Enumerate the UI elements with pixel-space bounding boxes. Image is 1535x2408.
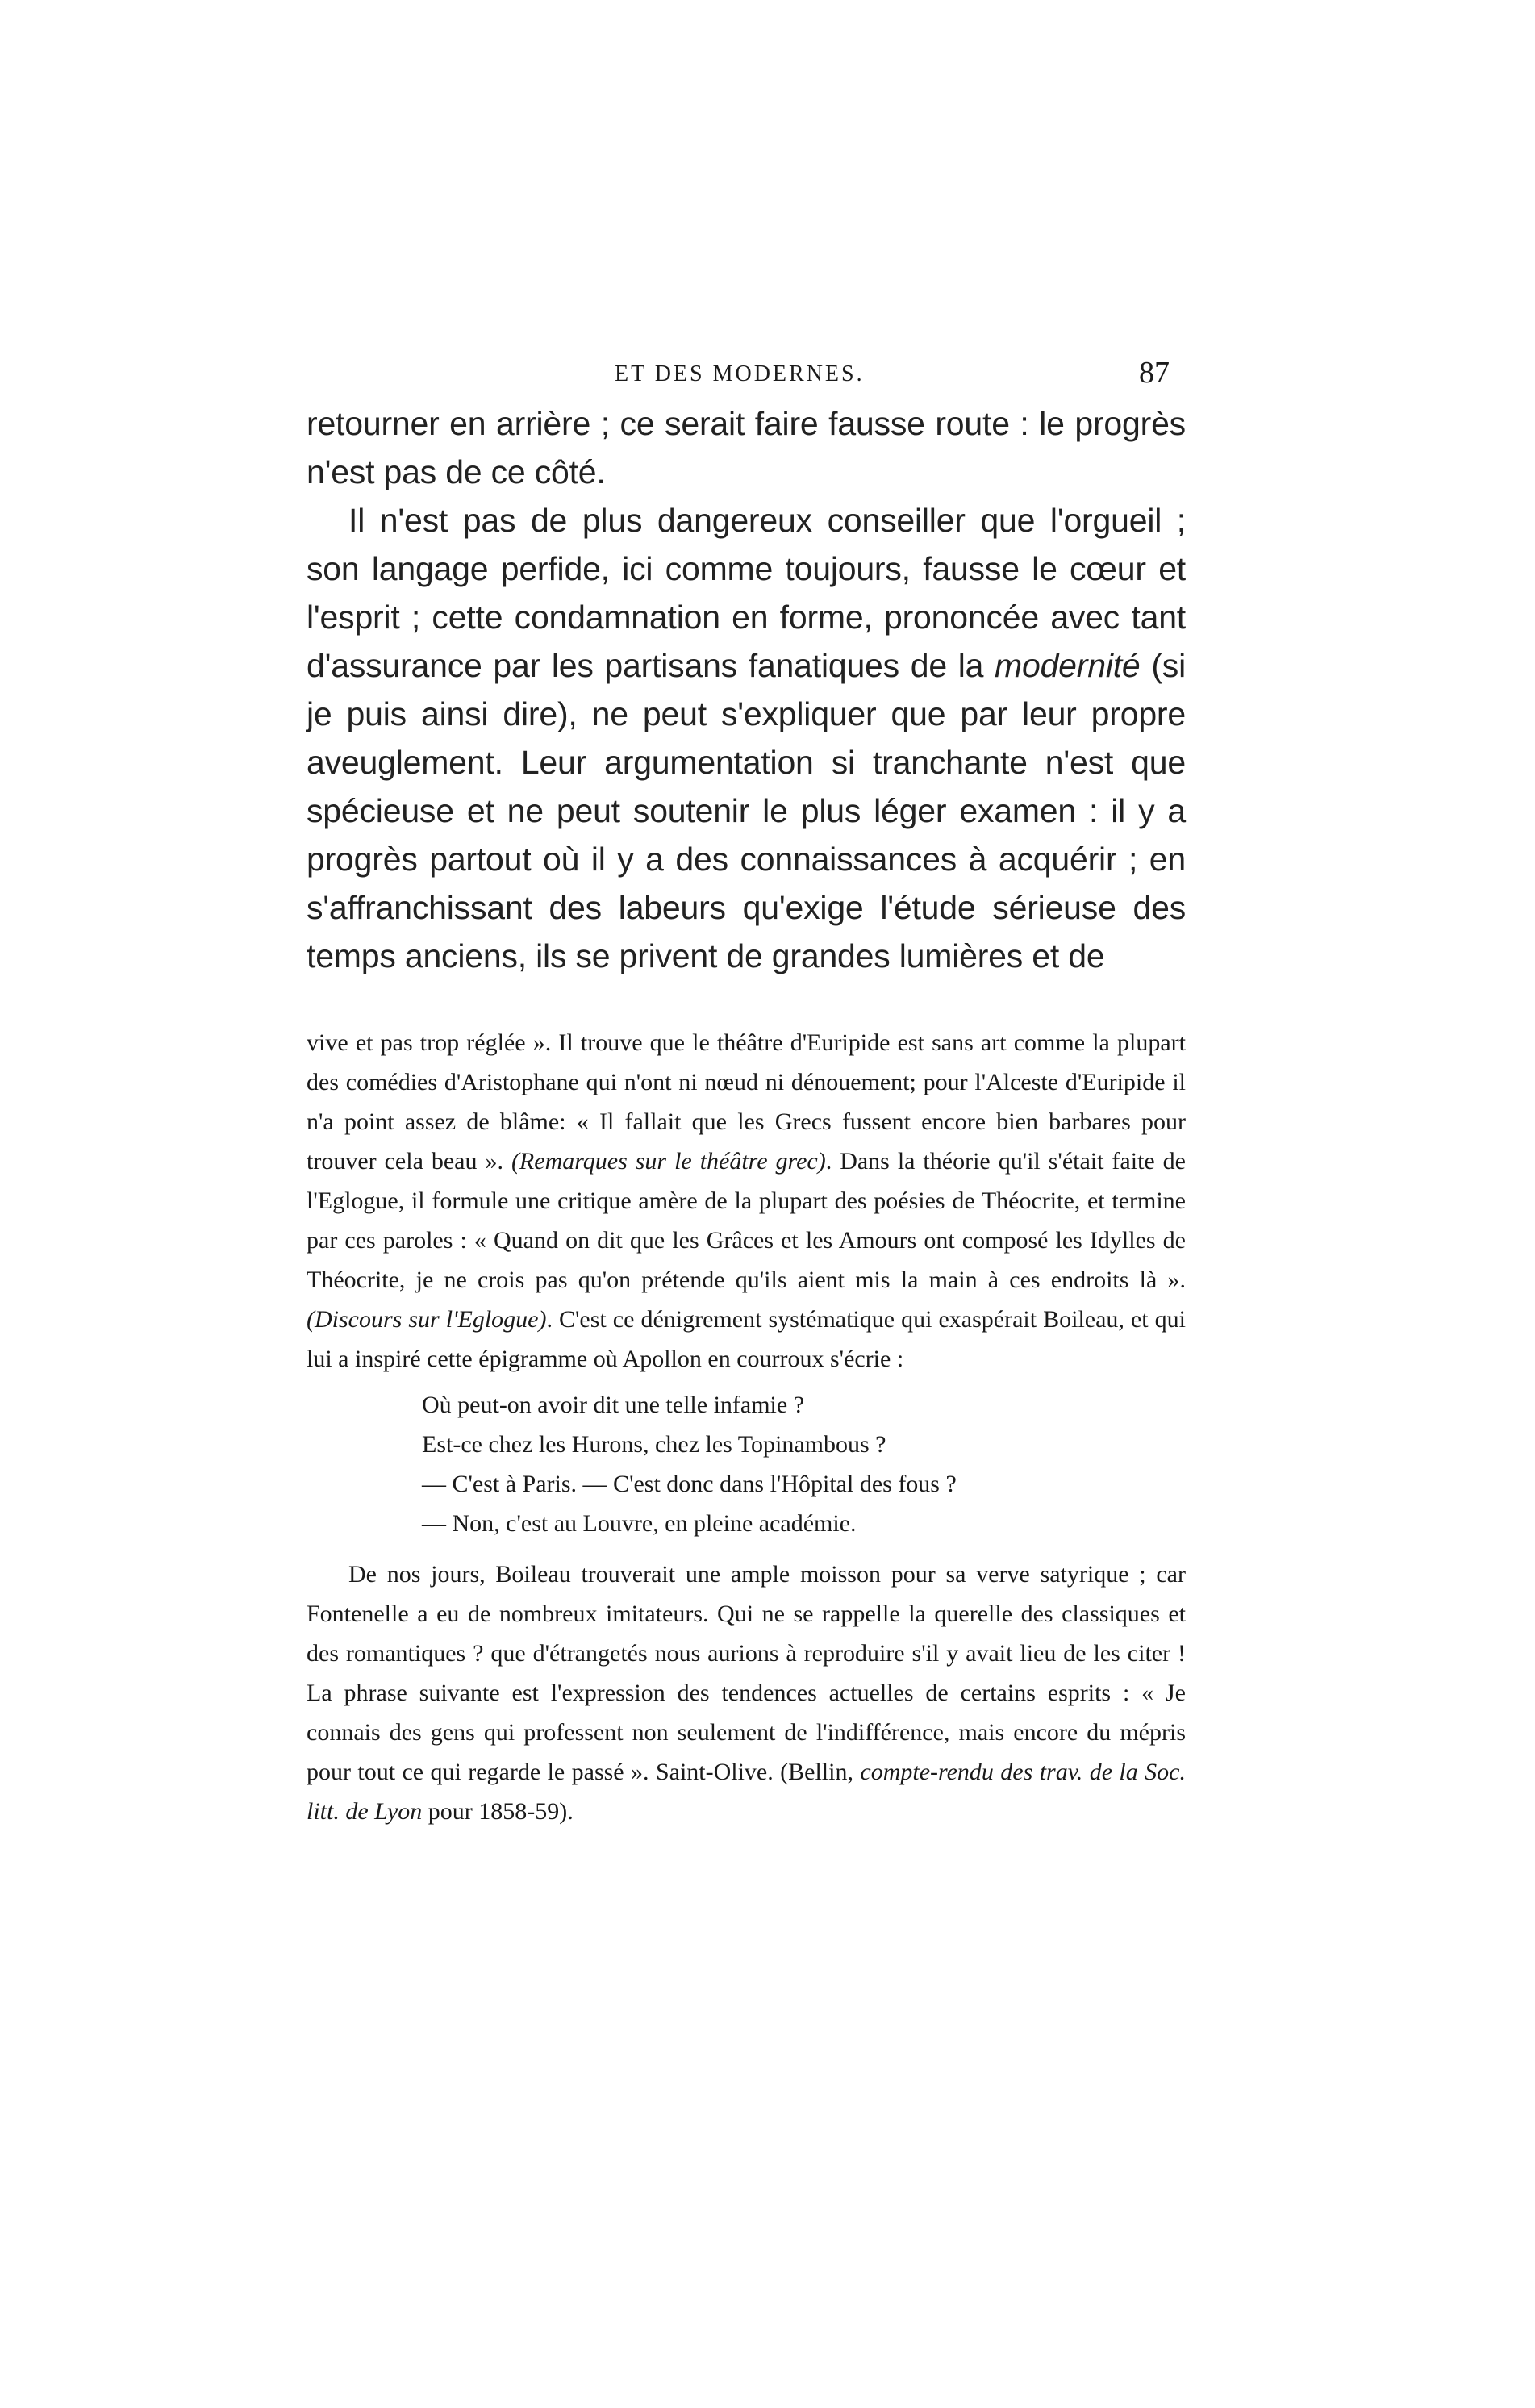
verse-line: Où peut-on avoir dit une telle infamie ? <box>422 1392 805 1418</box>
page-number: 87 <box>1139 356 1170 390</box>
running-head: ET DES MODERNES. <box>615 361 865 386</box>
page-header <box>307 355 1170 403</box>
emphasis: modernité <box>995 647 1141 684</box>
text-run: . Dans la théorie qu'il s'était faite de l'Eglogue, il formule une critique amère de la plupart des poésies de Théocrite, et termine par ces paroles : « Quand on dit que les Grâces et les Amours ont composé les Idylles de Théocrite, je ne crois pas qu'on prétende qu'ils aient mis la main à ces endroits là ». <box>307 1148 1187 1293</box>
footnote <box>307 1023 1186 1831</box>
text-run: . C'est ce dénigrement systématique qui exaspérait Boileau, et qui lui a inspiré cette épigramme où Apollon en courroux s'écrie : <box>307 1306 1186 1372</box>
text-run: pour 1858-59). <box>422 1798 574 1825</box>
footnote-paragraph <box>307 1555 1186 1831</box>
verse-line: — Non, c'est au Louvre, en pleine académie. <box>422 1510 857 1537</box>
paragraph <box>307 496 1186 980</box>
text-run: Il n'est pas de plus dangereux conseiller que l'orgueil ; son langage perfide, ici comme toujours, fausse le cœur et l'esprit ; cette condamnation en forme, prononcée avec tant d'assurance par les partisans fanatiques de la <box>307 502 1186 684</box>
epigram-verse <box>422 1385 1186 1543</box>
verse-line: Est-ce chez les Hurons, chez les Topinambous ? <box>422 1431 886 1458</box>
emphasis: compte-rendu des trav. de la Soc. litt. de Lyon <box>307 1759 1186 1825</box>
emphasis: (Remarques sur le théâtre grec) <box>511 1148 826 1175</box>
text-run: (si je puis ainsi dire), ne peut s'expliquer que par leur propre aveuglement. Leur argumentation si tranchante n'est que spécieuse et ne peut soutenir le plus léger examen : il y a progrès partout où il y a des connaissances à acquérir ; en s'affranchissant des labeurs qu'exige l'étude sérieuse des temps anciens, ils se privent de grandes lumières et de <box>307 647 1186 974</box>
footnote-paragraph <box>307 1023 1186 1379</box>
verse-line: — C'est à Paris. — C'est donc dans l'Hôpital des fous ? <box>422 1471 957 1497</box>
main-text <box>307 399 1186 980</box>
emphasis: (Discours sur l'Eglogue) <box>307 1306 547 1333</box>
paragraph: retourner en arrière ; ce serait faire fausse route : le progrès n'est pas de ce côté. <box>307 405 1186 490</box>
text-run: vive et pas trop réglée ». Il trouve que le théâtre d'Euripide est sans art comme la plupart des comédies d'Aristophane qui n'ont ni nœud ni dénouement; pour l'Alceste d'Euripide il n'a point assez de blâme: « Il fallait que les Grecs fussent encore bien barbares pour trouver cela beau ». <box>307 1029 1186 1175</box>
text-run: De nos jours, Boileau trouverait une ample moisson pour sa verve satyrique ; car Fontenelle a eu de nombreux imitateurs. Qui ne se rappelle la querelle des classiques et des romantiques ? que d'étrangetés nous aurions à reproduire s'il y avait lieu de les citer ! La phrase suivante est l'expression des tendences actuelles de certains esprits : « Je connais des gens qui professent non seulement de l'indifférence, mais encore du mépris pour tout ce qui regarde le passé ». Saint-Olive. (Bellin, <box>307 1561 1186 1785</box>
